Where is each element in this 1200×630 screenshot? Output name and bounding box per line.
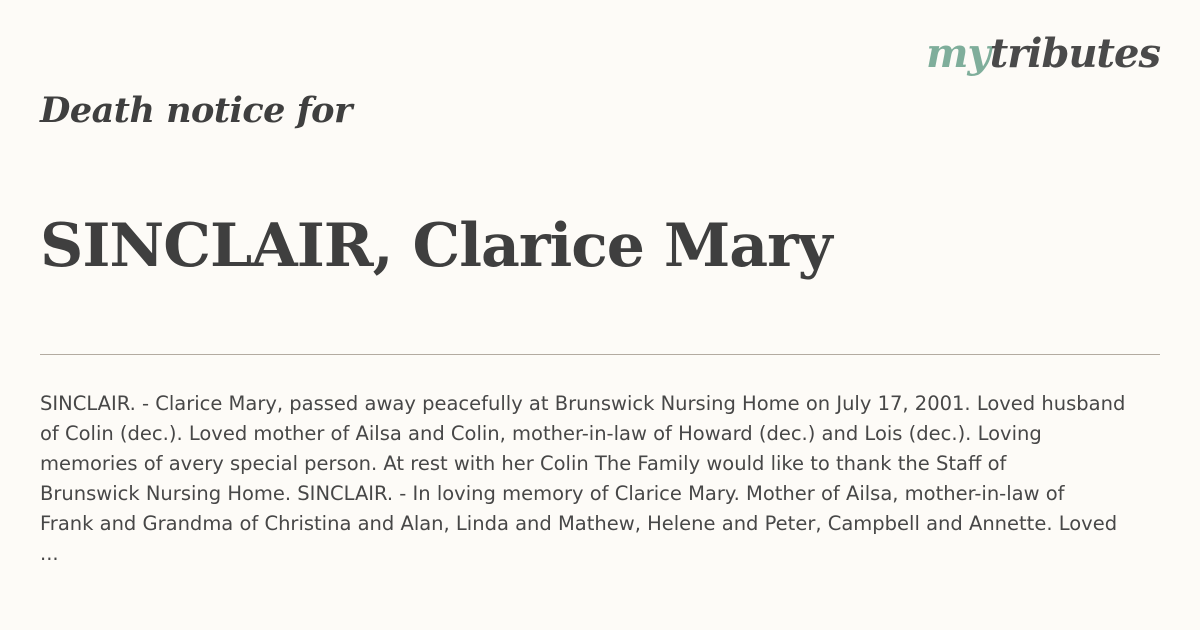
notice-body-text: SINCLAIR. - Clarice Mary, passed away peacefully at Brunswick Nursing Home on July 17, 2001. Loved husband of Colin (dec.). Loved mother of Ailsa and Colin, mother-in-law of Howard (dec.) and Lois (dec.). Loving memories of avery special person. At rest with her Colin The Family would like to thank the Staff of Brunswick Nursing Home. SINCLAIR. - In loving memory of Clarice Mary. Mother of Ailsa, mother-in-law of Frank and Grandma of Christina and Alan, Linda and Mathew, Helene and Peter, Campbell and Annette. Loved ... (40, 392, 1126, 565)
logo-my-text: my (926, 30, 990, 77)
notice-kicker: Death notice for (40, 90, 352, 131)
divider (40, 354, 1160, 355)
mytributes-logo[interactable] (926, 30, 1160, 77)
deceased-name: SINCLAIR, Clarice Mary (40, 211, 832, 281)
logo-tributes-text: tributes (989, 30, 1160, 77)
